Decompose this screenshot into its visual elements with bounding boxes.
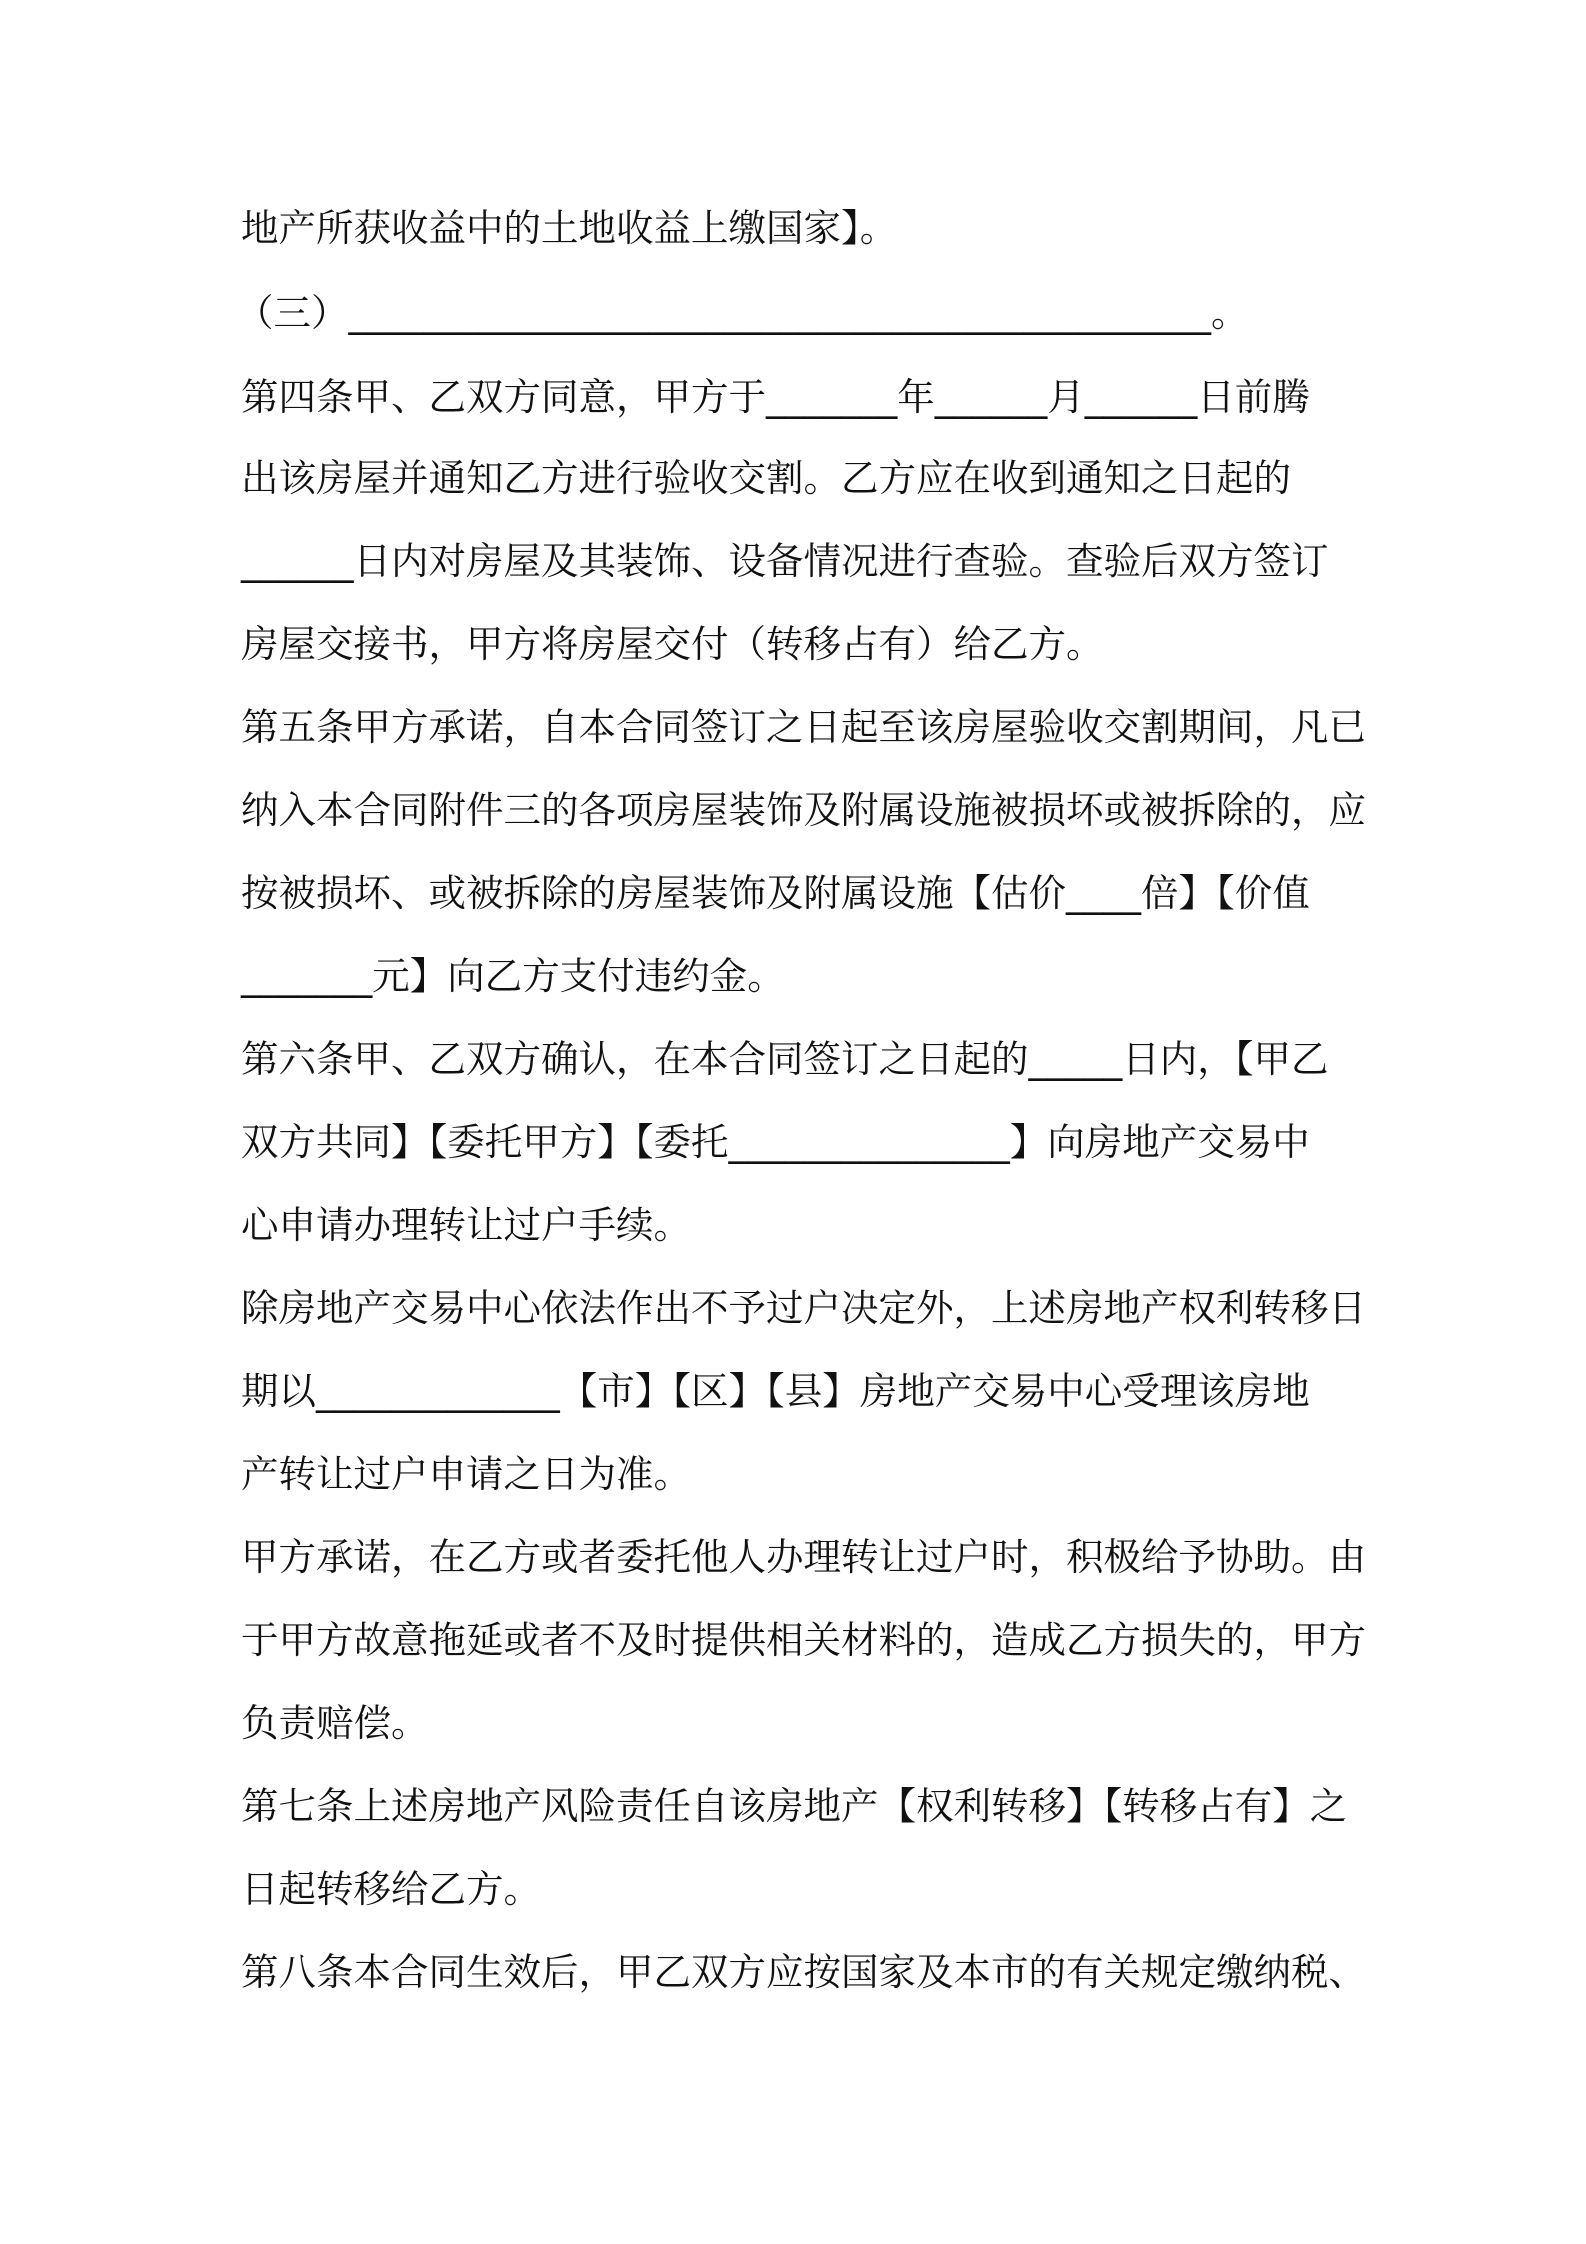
text-line: 期以_____________【市】【区】【县】房地产交易中心受理该房地 — [241, 1369, 1310, 1413]
text-line: 第四条甲、乙双方同意，甲方于_______年______月______日前腾 — [241, 375, 1310, 419]
text-line: 房屋交接书，甲方将房屋交付（转移占有）给乙方。 — [241, 622, 1104, 666]
text-line: _______元】向乙方支付违约金。 — [241, 954, 785, 998]
text-line: 纳入本合同附件三的各项房屋装饰及附属设施被损坏或被拆除的，应 — [241, 788, 1366, 832]
text-line: 甲方承诺，在乙方或者委托他人办理转让过户时，积极给予协助。由 — [241, 1535, 1366, 1579]
text-line: 地产所获收益中的土地收益上缴国家】。 — [241, 206, 898, 250]
text-line: ______日内对房屋及其装饰、设备情况进行查验。查验后双方签订 — [241, 539, 1329, 583]
text-line: 第六条甲、乙双方确认，在本合同签订之日起的_____日内，【甲乙 — [241, 1037, 1329, 1081]
text-line: 负责赔偿。 — [241, 1701, 429, 1745]
text-line: 第八条本合同生效后，甲乙双方应按国家及本市的有关规定缴纳税、 — [241, 1950, 1366, 1994]
text-line: 心申请办理转让过户手续。 — [241, 1203, 691, 1247]
text-line: 第七条上述房地产风险责任自该房地产【权利转移】【转移占有】之 — [241, 1784, 1348, 1828]
text-line: 第五条甲方承诺，自本合同签订之日起至该房屋验收交割期间，凡已 — [241, 705, 1366, 749]
text-line: 双方共同】【委托甲方】【委托_______________】向房地产交易中 — [241, 1120, 1310, 1164]
text-line: 于甲方故意拖延或者不及时提供相关材料的，造成乙方损失的，甲方 — [241, 1618, 1366, 1662]
text-line: 日起转移给乙方。 — [241, 1867, 541, 1911]
text-line: 除房地产交易中心依法作出不予过户决定外，上述房地产权利转移日 — [241, 1286, 1366, 1330]
text-line: 出该房屋并通知乙方进行验收交割。乙方应在收到通知之日起的 — [241, 456, 1291, 500]
text-line: 产转让过户申请之日为准。 — [241, 1452, 691, 1496]
text-line: 按被损坏、或被拆除的房屋装饰及附属设施【估价____倍】【价值 — [241, 871, 1310, 915]
text-line: （三）______________________________________________。 — [236, 291, 1249, 335]
